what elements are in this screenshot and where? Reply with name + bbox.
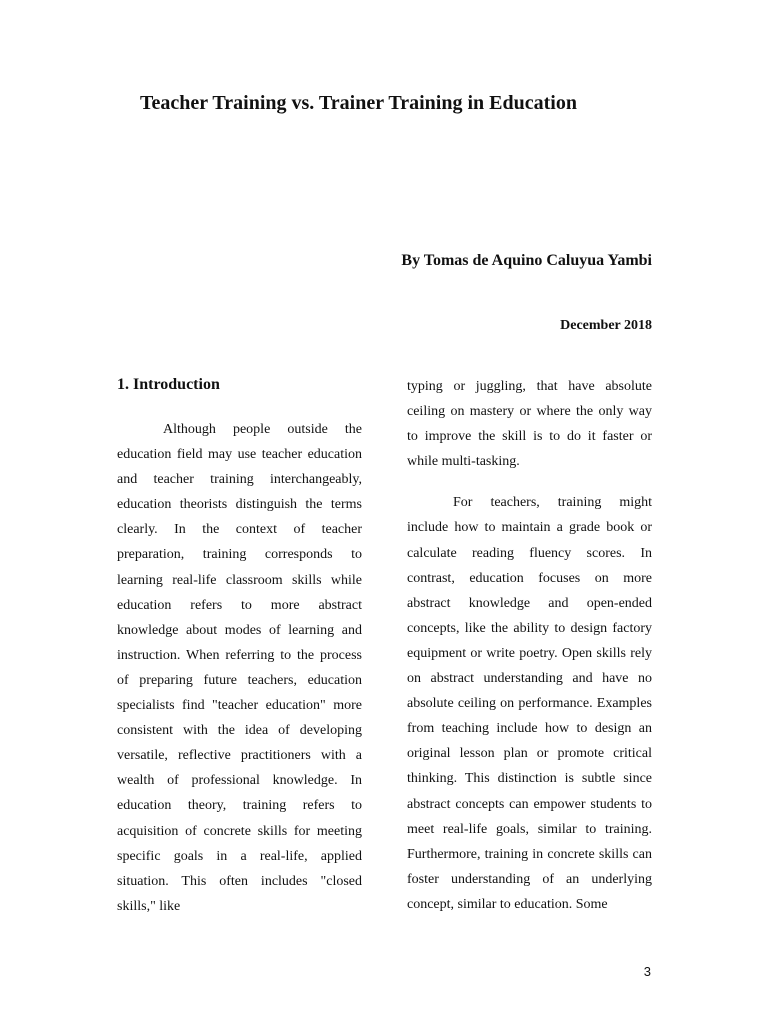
document-title: Teacher Training vs. Trainer Training in Education [140,92,577,114]
page-number: 3 [643,964,651,979]
section-heading-introduction: 1. Introduction [117,376,220,393]
publication-date: December 2018 [560,318,652,333]
left-column [117,374,362,919]
paragraph-introduction-1: Although people outside the education field may use teacher education and teacher training interchangeably, education theorists distinguish the terms clearly. In the context of teacher preparation, training corresponds to learning real-life classroom skills while education refers to more abstract knowledge about modes of learning and instruction. When referring to the process of preparing future teachers, education specialists find "teacher education" more consistent with the idea of developing versatile, reflective practitioners with a wealth of professional knowledge. In education theory, training refers to acquisition of concrete skills for meeting specific goals in a real-life, applied situation. This often includes "closed skills," like [117,422,362,914]
paragraph-introduction-2: For teachers, training might include how to maintain a grade book or calculate reading fluency scores. In contrast, education focuses on more abstract knowledge and open-ended concepts, like the ability to design factory equipment or write poetry. Open skills rely on abstract understanding and have no absolute ceiling on performance. Examples from teaching include how to design an original lesson plan or promote critical thinking. This distinction is subtle since abstract concepts can empower students to meet real-life goals, similar to training. Furthermore, training in concrete skills can foster understanding of an underlying concept, similar to education. Some [407,495,652,912]
paragraph-continuation: typing or juggling, that have absolute ceiling on mastery or where the only way to improve the skill is to do it faster or while multi-tasking. [407,379,652,470]
right-column [407,374,652,917]
author-byline: By Tomas de Aquino Caluyua Yambi [401,252,652,269]
